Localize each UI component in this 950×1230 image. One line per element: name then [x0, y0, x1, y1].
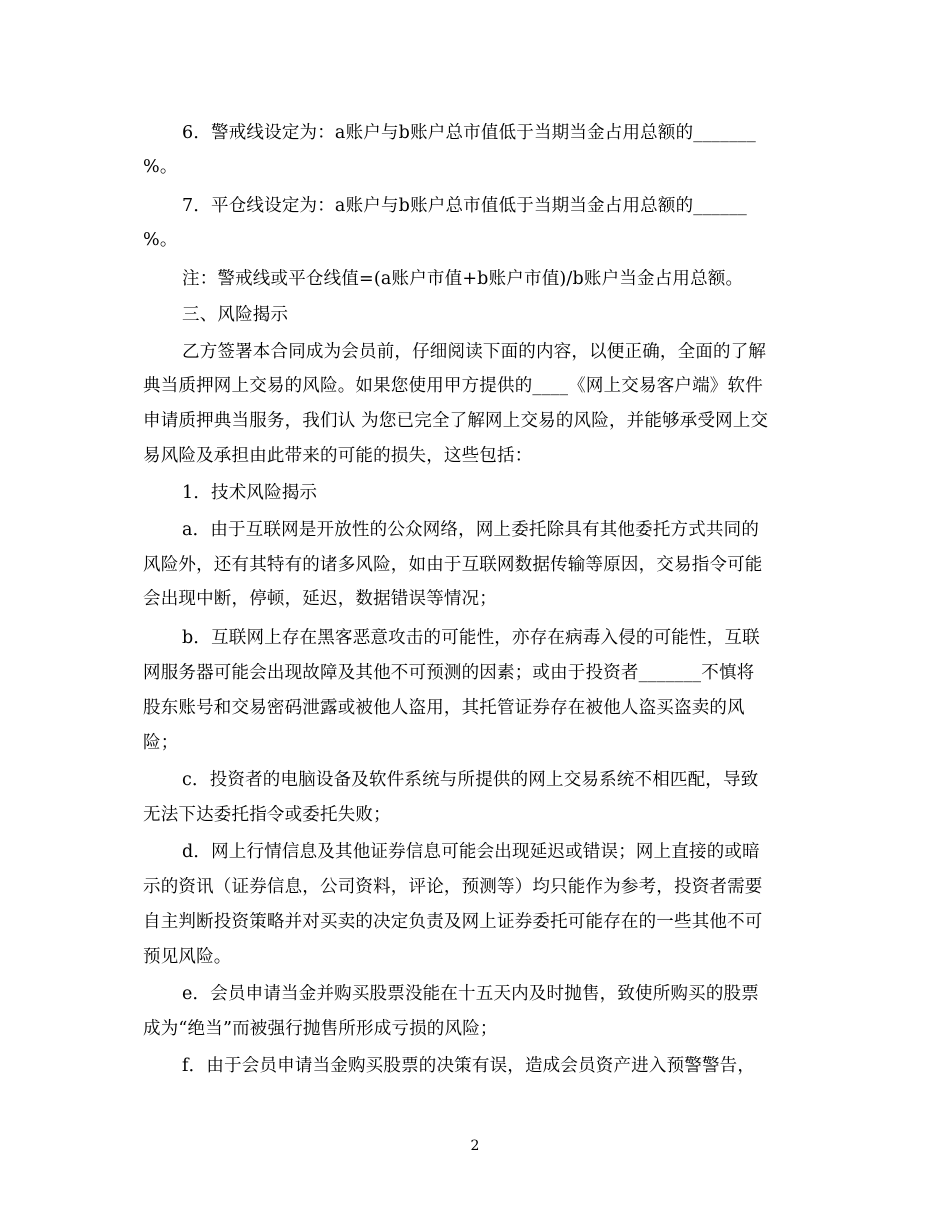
text-line: c．投资者的电脑设备及软件系统与所提供的网上交易系统不相匹配，导致	[182, 770, 759, 790]
text-line: 乙方签署本合同成为会员前，仔细阅读下面的内容，以便正确，全面的了解	[182, 342, 767, 362]
text-line: 股东账号和交易密码泄露或被他人盗用，其托管证券存在被他人盗买盗卖的风	[143, 698, 745, 718]
text-line: 会出现中断，停顿，延迟，数据错误等情况；	[143, 589, 497, 609]
text-line: a．由于互联网是开放性的公众网络，网上委托除具有其他委托方式共同的	[182, 520, 760, 540]
text-line: 申请质押典当服务，我们认 为您已完全了解网上交易的风险，并能够承受网上交	[143, 411, 769, 431]
section-heading: 三、风险揭示	[182, 305, 289, 325]
text-line: 险；	[143, 733, 179, 753]
text-line: %。	[143, 230, 178, 250]
text-line: 示的资讯（证券信息，公司资料，评论，预测等）均只能作为参考，投资者需要	[143, 877, 763, 897]
text-line: 成为“绝当”而被强行抛售所形成亏损的风险；	[143, 1019, 498, 1039]
page-number: 2	[470, 1138, 480, 1154]
text-line: f．由于会员申请当金购买股票的决策有误，造成会员资产进入预警警告，	[182, 1056, 756, 1076]
text-line: 预见风险。	[143, 947, 232, 967]
text-line: 6．警戒线设定为：a账户与b账户总市值低于当期当金占用总额的_______	[182, 123, 756, 143]
subsection-heading: 1．技术风险揭示	[182, 483, 318, 503]
text-line: 风险外，还有其特有的诸多风险，如由于互联网数据传输等原因，交易指令可能	[143, 555, 763, 575]
text-line: %。	[143, 157, 178, 177]
text-line: 无法下达委托指令或委托失败；	[143, 805, 391, 825]
text-line: 易风险及承担由此带来的可能的损失，这些包括：	[143, 446, 533, 466]
text-line: 网服务器可能会出现故障及其他不可预测的因素；或由于投资者_______不慎将	[143, 663, 755, 683]
text-line: 自主判断投资策略并对买卖的决定负责及网上证券委托可能存在的一些其他不可	[143, 912, 763, 932]
text-line: 注：警戒线或平仓线值=(a账户市值+b账户市值)/b账户当金占用总额。	[182, 269, 744, 289]
text-line: d．网上行情信息及其他证券信息可能会出现延迟或错误；网上直接的或暗	[182, 842, 760, 862]
text-line: 典当质押网上交易的风险。如果您使用甲方提供的____《网上交易客户端》软件	[143, 376, 763, 396]
text-line: e．会员申请当金并购买股票没能在十五天内及时抛售，致使所购买的股票	[182, 984, 759, 1004]
text-line: 7．平仓线设定为：a账户与b账户总市值低于当期当金占用总额的______	[182, 196, 747, 216]
text-line: b．互联网上存在黑客恶意攻击的可能性，亦存在病毒入侵的可能性，互联	[182, 628, 760, 648]
